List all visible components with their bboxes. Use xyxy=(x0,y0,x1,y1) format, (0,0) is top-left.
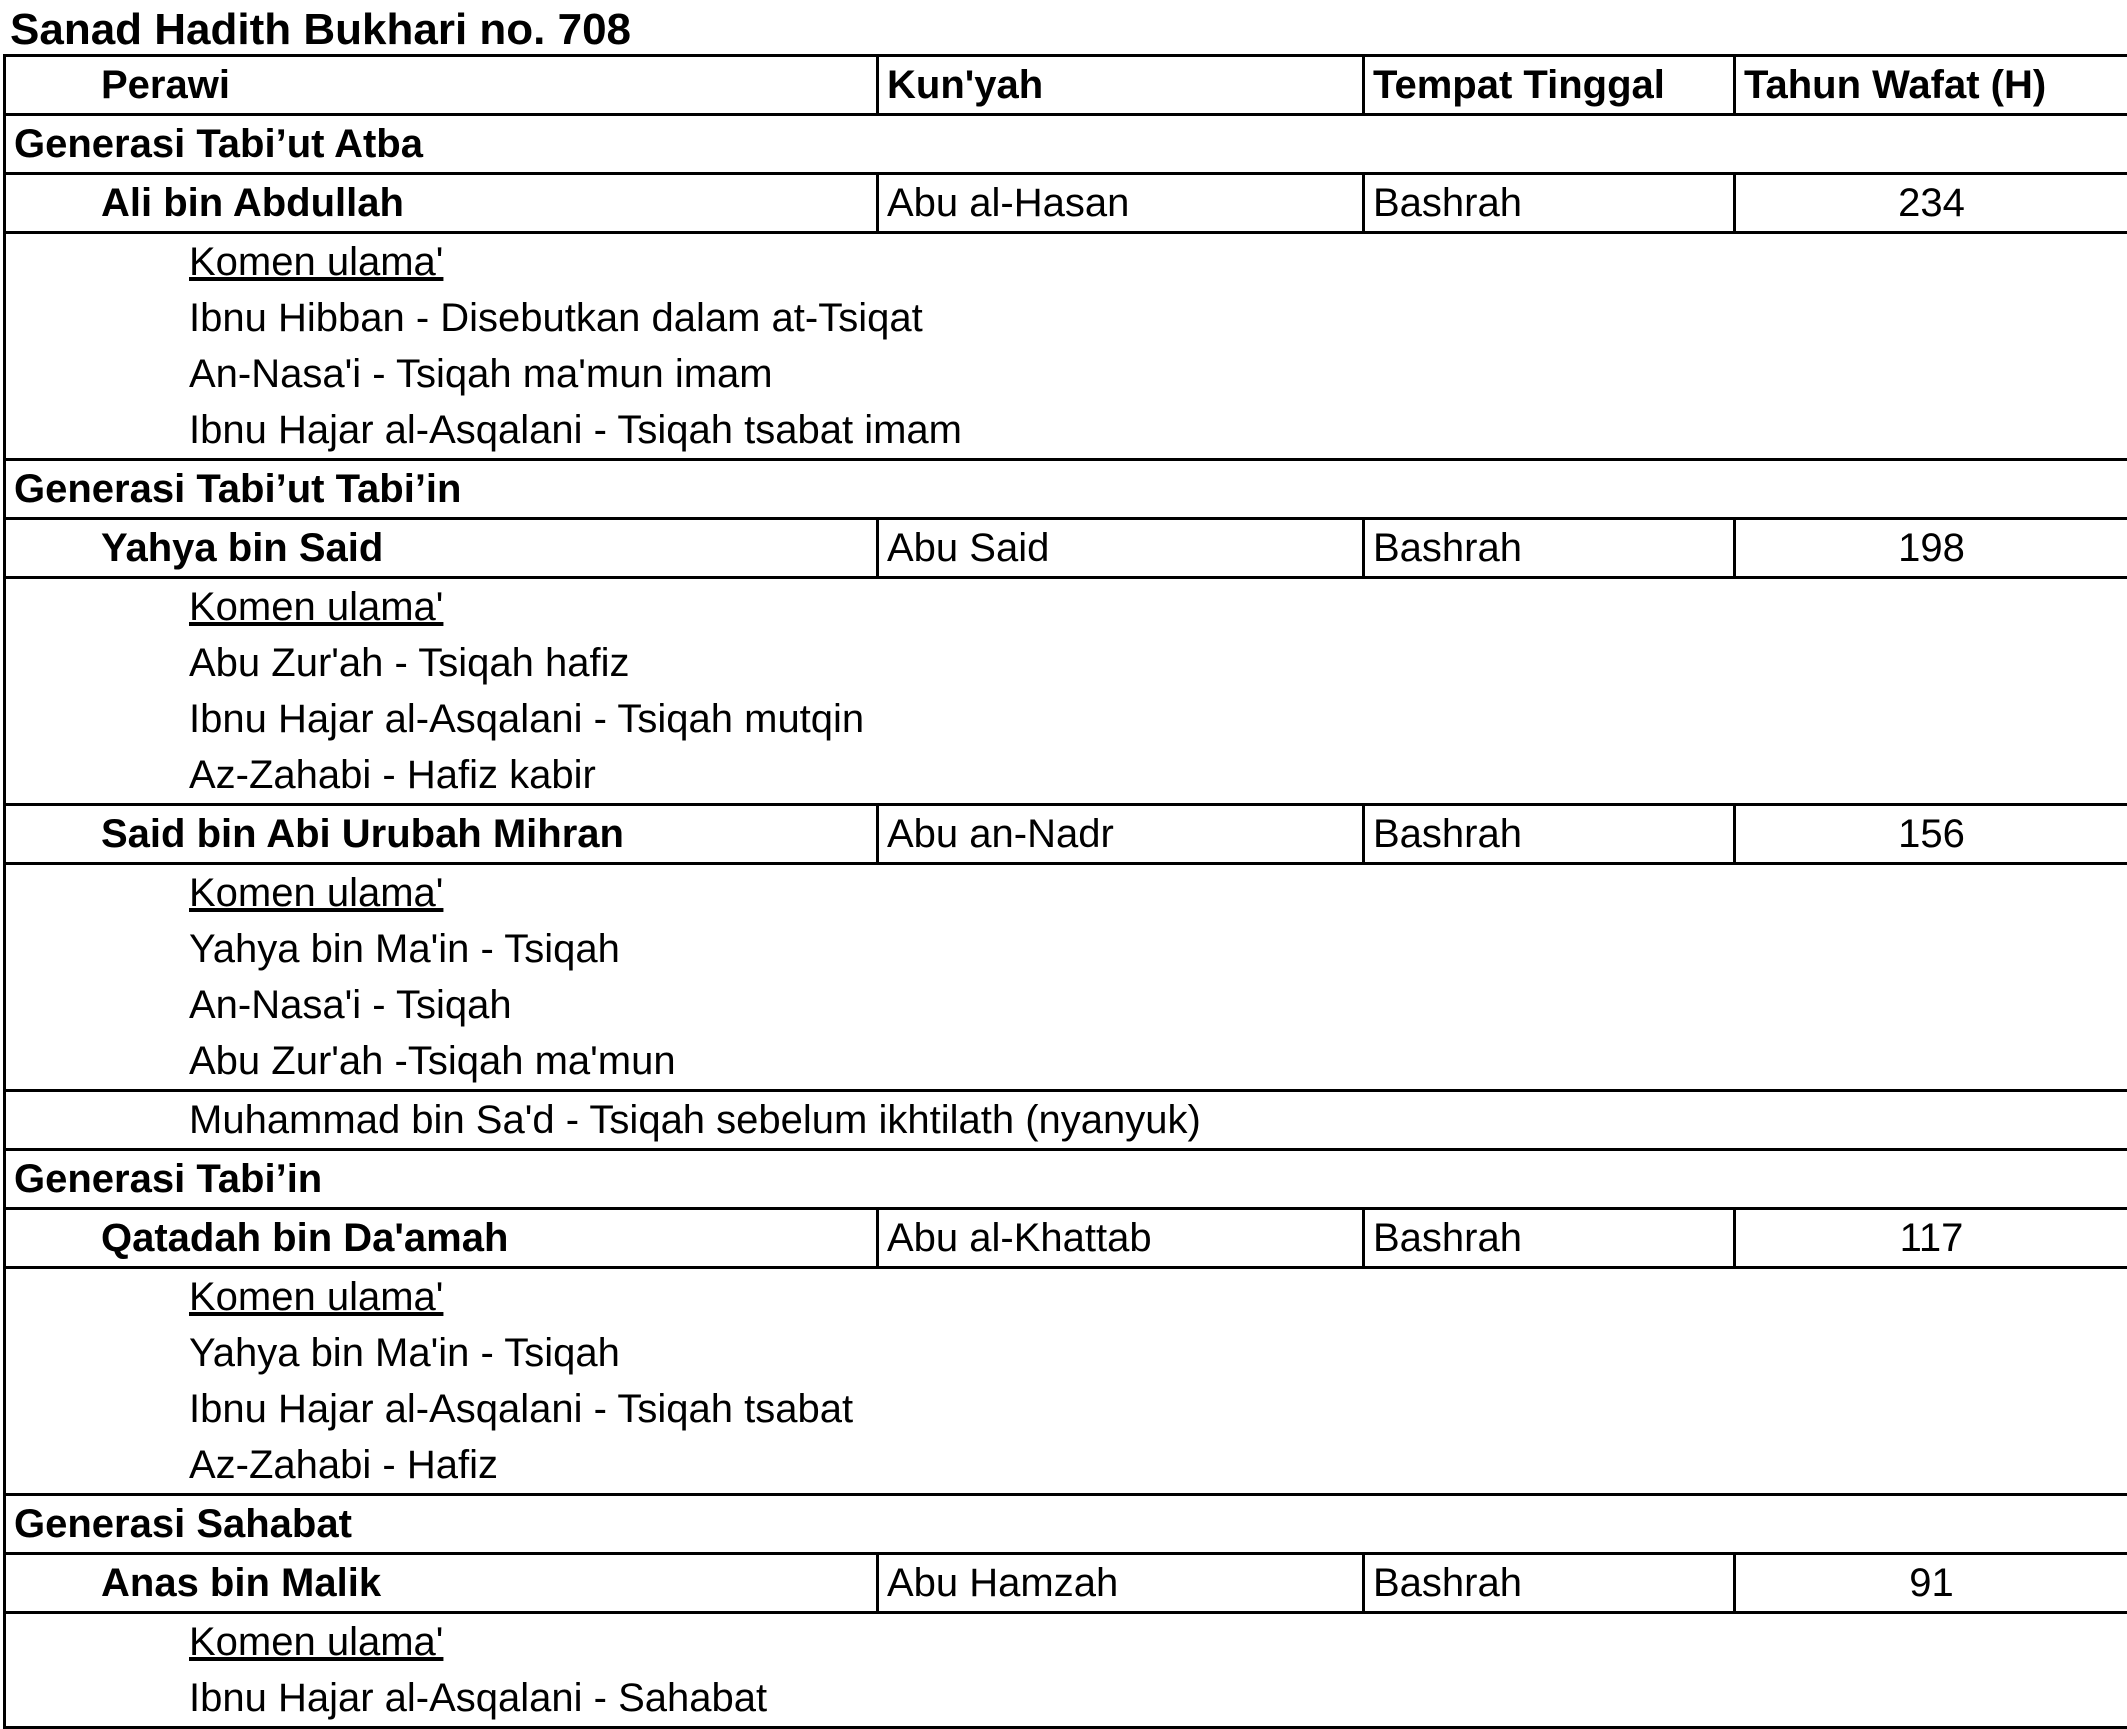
scholar-comment: Ibnu Hajar al-Asqalani - Tsiqah tsabat xyxy=(5,1381,2127,1437)
header-perawi: Perawi xyxy=(5,56,878,115)
generation-label: Generasi Tabi’ut Atba xyxy=(5,115,2127,174)
comment-row xyxy=(5,346,2127,402)
narrator-death-year: 234 xyxy=(1735,174,2127,233)
narrator-name: Qatadah bin Da'amah xyxy=(5,1209,878,1268)
scholar-comment: An-Nasa'i - Tsiqah ma'mun imam xyxy=(5,346,2127,402)
scholar-comment: Muhammad bin Sa'd - Tsiqah sebelum ikhtilath (nyanyuk) xyxy=(5,1091,2127,1150)
narrator-name: Anas bin Malik xyxy=(5,1554,878,1613)
narrator-place: Bashrah xyxy=(1364,519,1735,578)
comment-row xyxy=(5,1325,2127,1381)
header-tempat-tinggal: Tempat Tinggal xyxy=(1364,56,1735,115)
scholar-comment: Az-Zahabi - Hafiz kabir xyxy=(5,747,2127,805)
narrator-place: Bashrah xyxy=(1364,805,1735,864)
header-row xyxy=(5,56,2127,115)
comment-header-row xyxy=(5,233,2127,291)
narrator-death-year: 198 xyxy=(1735,519,2127,578)
comment-header-row xyxy=(5,578,2127,636)
comment-heading: Komen ulama' xyxy=(189,871,443,915)
comment-heading: Komen ulama' xyxy=(189,1275,443,1319)
scholar-comment: Ibnu Hajar al-Asqalani - Tsiqah mutqin xyxy=(5,691,2127,747)
comment-heading: Komen ulama' xyxy=(189,240,443,284)
narrator-kunyah: Abu Said xyxy=(878,519,1364,578)
comment-row xyxy=(5,402,2127,460)
narrator-kunyah: Abu Hamzah xyxy=(878,1554,1364,1613)
comment-row xyxy=(5,290,2127,346)
comment-heading: Komen ulama' xyxy=(189,585,443,629)
comment-header-row xyxy=(5,1613,2127,1671)
generation-label: Generasi Tabi’in xyxy=(5,1150,2127,1209)
generation-label: Generasi Tabi’ut Tabi’in xyxy=(5,460,2127,519)
narrator-row xyxy=(5,1209,2127,1268)
comment-row xyxy=(5,1033,2127,1091)
comment-row xyxy=(5,635,2127,691)
narrator-row xyxy=(5,805,2127,864)
scholar-comment: Yahya bin Ma'in - Tsiqah xyxy=(5,1325,2127,1381)
page-title: Sanad Hadith Bukhari no. 708 xyxy=(10,0,631,56)
narrator-death-year: 91 xyxy=(1735,1554,2127,1613)
generation-label: Generasi Sahabat xyxy=(5,1495,2127,1554)
comment-heading: Komen ulama' xyxy=(189,1620,443,1664)
narrator-kunyah: Abu an-Nadr xyxy=(878,805,1364,864)
narrator-row xyxy=(5,174,2127,233)
comment-row xyxy=(5,1381,2127,1437)
generation-row xyxy=(5,115,2127,174)
narrator-name: Ali bin Abdullah xyxy=(5,174,878,233)
narrator-death-year: 117 xyxy=(1735,1209,2127,1268)
header-tahun-wafat: Tahun Wafat (H) xyxy=(1735,56,2127,115)
generation-row xyxy=(5,1495,2127,1554)
narrator-row xyxy=(5,1554,2127,1613)
comment-row xyxy=(5,1437,2127,1495)
comment-row xyxy=(5,977,2127,1033)
comment-row xyxy=(5,1091,2127,1150)
narrator-kunyah: Abu al-Hasan xyxy=(878,174,1364,233)
narrator-name: Yahya bin Said xyxy=(5,519,878,578)
scholar-comment: Ibnu Hajar al-Asqalani - Sahabat xyxy=(5,1670,2127,1728)
scholar-comment: Yahya bin Ma'in - Tsiqah xyxy=(5,921,2127,977)
narrator-place: Bashrah xyxy=(1364,174,1735,233)
comment-row xyxy=(5,1670,2127,1728)
narrator-name: Said bin Abi Urubah Mihran xyxy=(5,805,878,864)
comment-header-row xyxy=(5,1268,2127,1326)
scholar-comment: Abu Zur'ah - Tsiqah hafiz xyxy=(5,635,2127,691)
narrator-death-year: 156 xyxy=(1735,805,2127,864)
scholar-comment: Ibnu Hajar al-Asqalani - Tsiqah tsabat imam xyxy=(5,402,2127,460)
narrator-row xyxy=(5,519,2127,578)
sanad-table xyxy=(3,54,2127,1729)
comment-row xyxy=(5,691,2127,747)
generation-row xyxy=(5,1150,2127,1209)
comment-header-row xyxy=(5,864,2127,922)
narrator-place: Bashrah xyxy=(1364,1209,1735,1268)
scholar-comment: An-Nasa'i - Tsiqah xyxy=(5,977,2127,1033)
scholar-comment: Abu Zur'ah -Tsiqah ma'mun xyxy=(5,1033,2127,1091)
generation-row xyxy=(5,460,2127,519)
comment-row xyxy=(5,747,2127,805)
comment-row xyxy=(5,921,2127,977)
narrator-kunyah: Abu al-Khattab xyxy=(878,1209,1364,1268)
scholar-comment: Ibnu Hibban - Disebutkan dalam at-Tsiqat xyxy=(5,290,2127,346)
scholar-comment: Az-Zahabi - Hafiz xyxy=(5,1437,2127,1495)
narrator-place: Bashrah xyxy=(1364,1554,1735,1613)
header-kunyah: Kun'yah xyxy=(878,56,1364,115)
